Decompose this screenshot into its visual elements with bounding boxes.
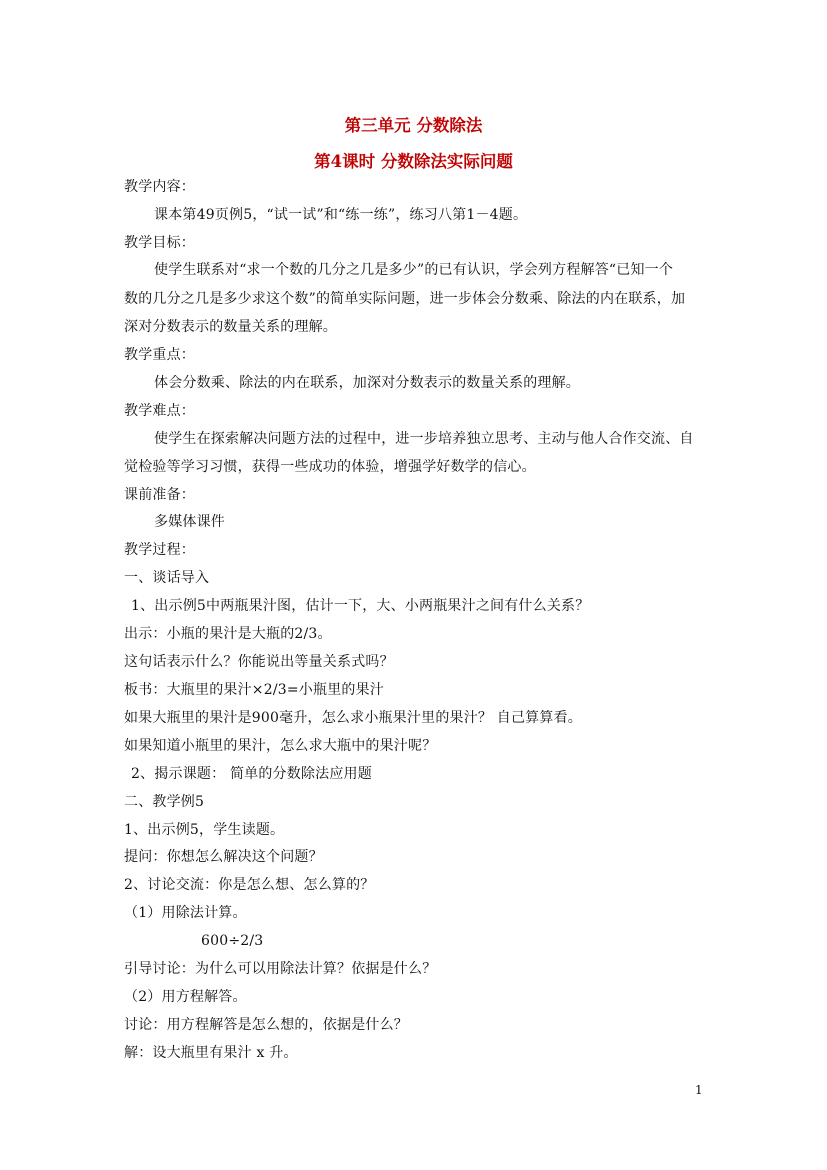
page-number: 1 (695, 1083, 703, 1097)
example-step-1: 1、出示例5，学生读题。 (124, 822, 285, 838)
text-if-small: 如果知道小瓶里的果汁，怎么求大瓶中的果汁呢？ (124, 738, 437, 754)
text-if-big: 如果大瓶里的果汁是900毫升，怎么求小瓶果汁里的果汁？ 自己算算看。 (124, 710, 582, 726)
text-board: 板书：大瓶里的果汁×2/3=小瓶里的果汁 (124, 682, 384, 698)
text-guide: 引导讨论：为什么可以用除法计算？依据是什么？ (124, 961, 437, 977)
section-1-heading: 一、谈话导入 (124, 570, 210, 586)
page-title: 第三单元 分数除法 (344, 116, 483, 135)
step-2: 2、揭示课题： 简单的分数除法应用题 (131, 766, 372, 782)
text-preparation: 多媒体课件 (154, 514, 225, 530)
text-question: 这句话表示什么？你能说出等量关系式吗？ (124, 654, 394, 670)
text-discuss: 讨论：用方程解答是怎么想的，依据是什么？ (124, 1017, 408, 1033)
text-goals-1: 使学生联系对“求一个数的几分之几是多少”的已有认识，学会列方程解答“已知一个 (154, 262, 674, 278)
step-1: 1、出示例5中两瓶果汁图，估计一下，大、小两瓶果汁之间有什么关系？ (131, 598, 590, 614)
text-show: 出示：小瓶的果汁是大瓶的2/3。 (124, 626, 332, 642)
text-key-point: 体会分数乘、除法的内在联系，加深对分数表示的数量关系的理解。 (154, 375, 580, 391)
text-content: 课本第49页例5，“试一试”和“练一练”，练习八第1－4题。 (154, 207, 528, 223)
lesson-subtitle: 第4课时 分数除法实际问题 (314, 152, 513, 171)
text-solution: 解：设大瓶里有果汁 x 升。 (124, 1045, 298, 1061)
heading-process: 教学过程： (124, 542, 195, 558)
heading-teaching-content: 教学内容： (124, 179, 195, 195)
text-difficulty-2: 觉检验等学习习惯，获得一些成功的体验，增强学好数学的信心。 (124, 459, 536, 475)
text-goals-2: 数的几分之几是多少求这个数”的简单实际问题，进一步体会分数乘、除法的内在联系，加 (124, 291, 686, 307)
heading-difficulty: 教学难点： (124, 403, 195, 419)
text-ask: 提问：你想怎么解决这个问题？ (124, 849, 323, 865)
heading-teaching-goals: 教学目标： (124, 235, 195, 251)
section-2-heading: 二、教学例5 (124, 794, 205, 810)
text-difficulty-1: 使学生在探索解决问题方法的过程中，进一步培养独立思考、主动与他人合作交流、自 (154, 431, 694, 447)
heading-preparation: 课前准备： (124, 487, 195, 503)
example-step-2: 2、讨论交流：你是怎么想、怎么算的？ (124, 877, 375, 893)
formula: 600÷2/3 (201, 933, 264, 949)
text-goals-3: 深对分数表示的数量关系的理解。 (124, 319, 337, 335)
method-1: （1）用除法计算。 (124, 905, 247, 921)
heading-key-point: 教学重点： (124, 347, 195, 363)
method-2: （2）用方程解答。 (124, 989, 247, 1005)
